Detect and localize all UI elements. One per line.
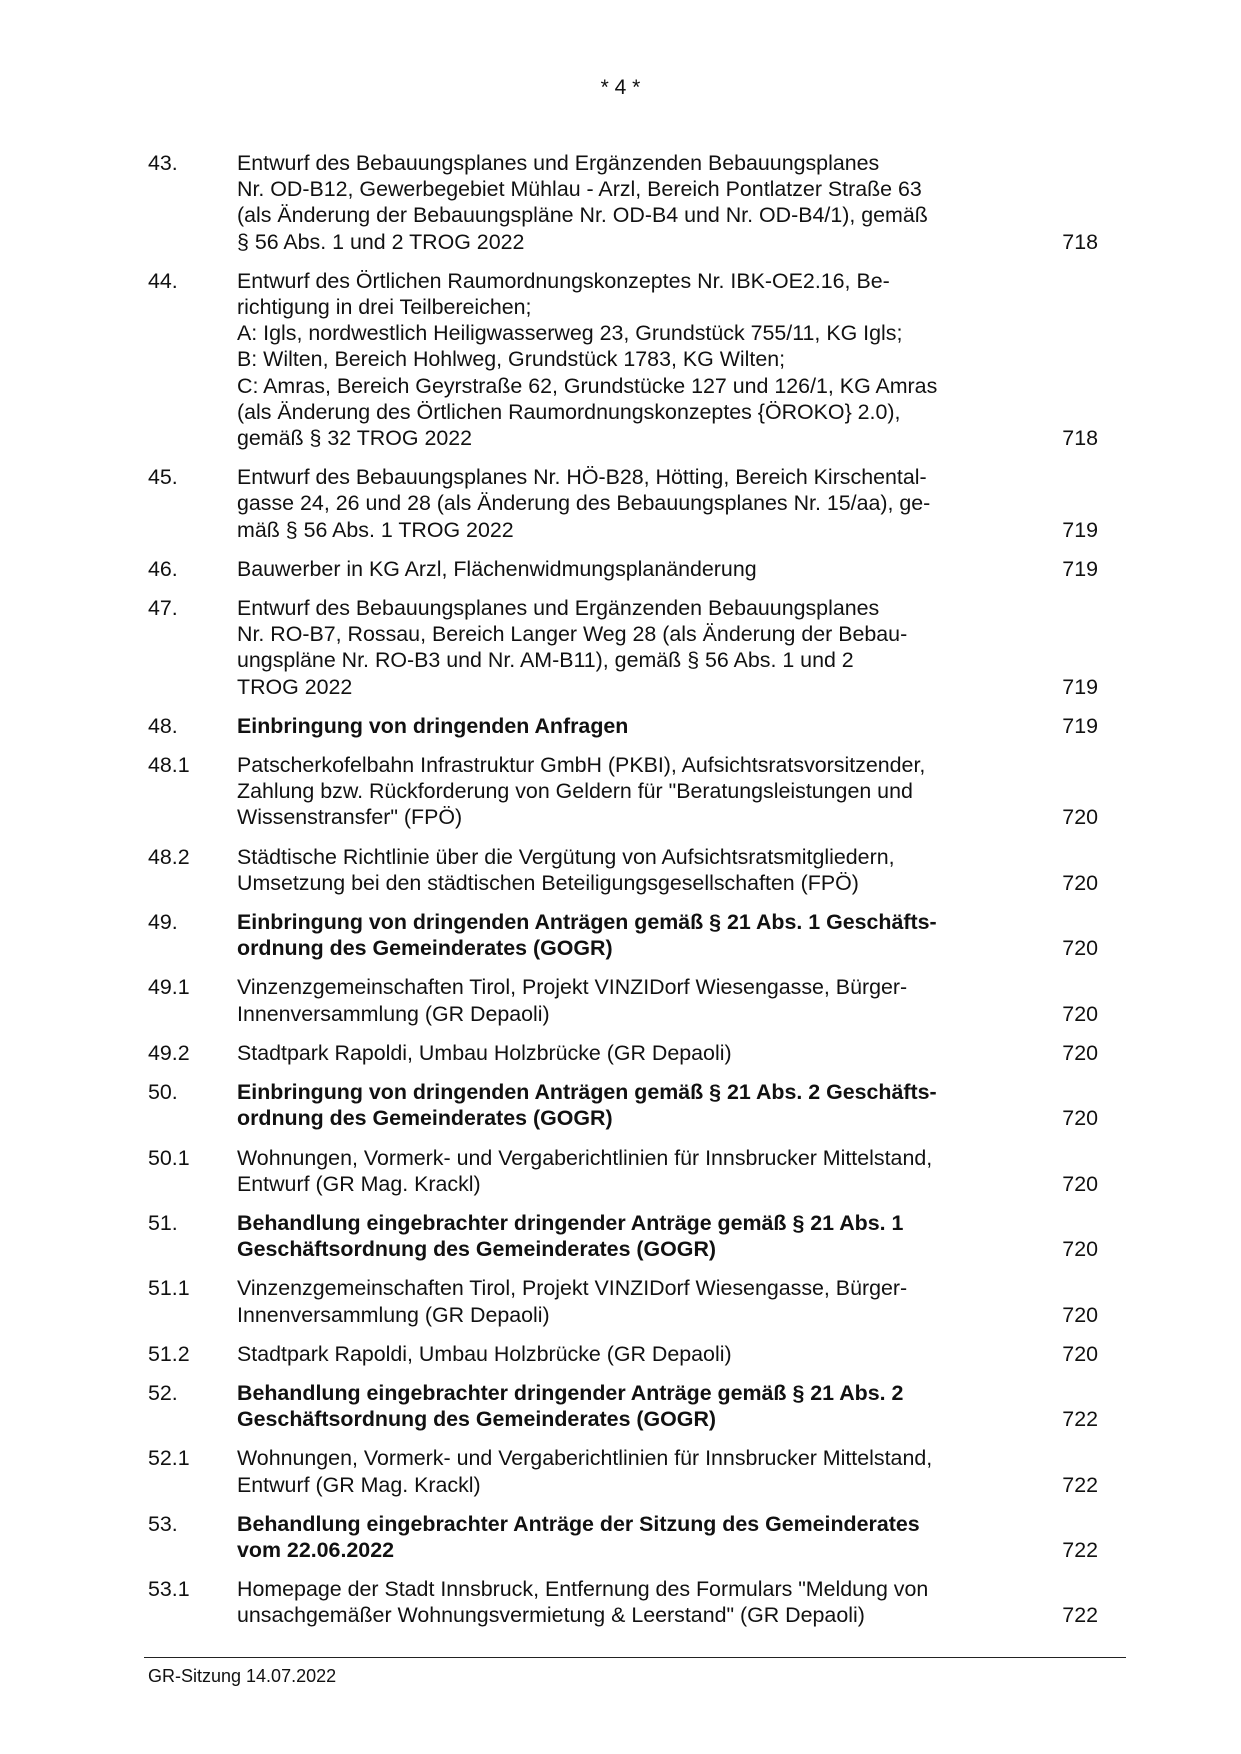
toc-entry-number: 48. [148,713,178,738]
toc-entry-title-line: Wohnungen, Vormerk- und Vergaberichtlinien für Innsbrucker Mittelstand, [237,1446,933,1471]
toc-entry-title [237,1275,1022,1327]
toc-entry-page: 720 [1062,936,1098,961]
toc-entry-title [237,1079,1022,1131]
toc-entry-page: 722 [1062,1603,1098,1628]
toc-entry-page: 719 [1062,556,1098,581]
toc-entry-number: 50. [148,1080,178,1105]
toc-entry-title [237,556,1022,582]
toc-entry-title-line: Wissenstransfer" (FPÖ) [237,805,463,830]
toc-entry-page: 720 [1062,805,1098,830]
toc-entry-title-line: mäß § 56 Abs. 1 TROG 2022 [237,517,514,542]
toc-entry-title-line: Entwurf des Örtlichen Raumordnungskonzeptes Nr. IBK-OE2.16, Be- [237,268,890,293]
toc-entry-title-line: (als Änderung der Bebauungspläne Nr. OD-B4 und Nr. OD-B4/1), gemäß [237,203,928,228]
toc-entry-title-line: § 56 Abs. 1 und 2 TROG 2022 [237,229,525,254]
toc-entry [148,1210,1098,1262]
toc-entry-title-line: Innenversammlung (GR Depaoli) [237,1001,550,1026]
toc-entry-number: 49.2 [148,1040,190,1065]
toc-entry-number: 49.1 [148,975,190,1000]
toc-entry [148,844,1098,896]
toc-entry-title [237,268,1022,451]
toc-entry-page: 722 [1062,1407,1098,1432]
toc-entry-title-line: (als Änderung des Örtlichen Raumordnungskonzeptes {ÖROKO} 2.0), [237,399,901,424]
toc-entry-title [237,1341,1022,1367]
toc-entry-title-line: Stadtpark Rapoldi, Umbau Holzbrücke (GR Depaoli) [237,1341,732,1366]
toc-entry-title-line: Behandlung eingebrachter Anträge der Sitzung des Gemeinderates [237,1511,920,1536]
toc-entry-title-line: C: Amras, Bereich Geyrstraße 62, Grundstücke 127 und 126/1, KG Amras [237,373,938,398]
table-of-contents [148,150,1098,1642]
toc-entry-title-line: Geschäftsordnung des Gemeinderates (GOGR) [237,1237,717,1262]
toc-entry-title-line: Geschäftsordnung des Gemeinderates (GOGR) [237,1407,717,1432]
toc-entry-number: 44. [148,268,178,293]
toc-entry-number: 47. [148,596,178,621]
toc-entry [148,464,1098,543]
toc-entry-title-line: Vinzenzgemeinschaften Tirol, Projekt VINZIDorf Wiesengasse, Bürger- [237,975,908,1000]
toc-entry-title [237,464,1022,543]
toc-entry [148,1145,1098,1197]
toc-entry-title-line: unsachgemäßer Wohnungsvermietung & Leerstand" (GR Depaoli) [237,1603,865,1628]
toc-entry-title [237,1380,1022,1432]
toc-entry-title-line: vom 22.06.2022 [237,1537,394,1562]
toc-entry-title [237,150,1022,255]
toc-entry-title [237,1576,1022,1628]
toc-entry-number: 53.1 [148,1577,190,1602]
toc-entry-number: 52.1 [148,1446,190,1471]
toc-entry [148,1445,1098,1497]
toc-entry-title [237,752,1022,831]
toc-entry-title [237,909,1022,961]
toc-entry [148,1380,1098,1432]
toc-entry-title [237,1445,1022,1497]
toc-entry-page: 720 [1062,1341,1098,1366]
toc-entry-title [237,713,1022,739]
toc-entry-title [237,844,1022,896]
toc-entry-number: 43. [148,151,178,175]
toc-entry-title-line: Einbringung von dringenden Anträgen gemäß § 21 Abs. 1 Geschäfts- [237,910,937,935]
toc-entry-title-line: Stadtpark Rapoldi, Umbau Holzbrücke (GR Depaoli) [237,1040,732,1065]
toc-entry-page: 719 [1062,713,1098,738]
toc-entry-title-line: ordnung des Gemeinderates (GOGR) [237,936,613,961]
toc-entry-title [237,1511,1022,1563]
toc-entry-page: 720 [1062,870,1098,895]
toc-entry-title-line: Behandlung eingebrachter dringender Anträge gemäß § 21 Abs. 2 [237,1380,904,1405]
toc-entry-title-line: Nr. RO-B7, Rossau, Bereich Langer Weg 28 (als Änderung der Bebau- [237,622,908,647]
toc-entry [148,713,1098,739]
toc-entry-page: 720 [1062,1001,1098,1026]
toc-entry [148,1576,1098,1628]
toc-entry-title-line: ungspläne Nr. RO-B3 und Nr. AM-B11), gemäß § 56 Abs. 1 und 2 [237,648,854,673]
toc-entry-title-line: Patscherkofelbahn Infrastruktur GmbH (PKBI), Aufsichtsratsvorsitzender, [237,753,926,778]
toc-entry [148,974,1098,1026]
toc-entry-page: 720 [1062,1237,1098,1262]
toc-entry-page: 720 [1062,1171,1098,1196]
toc-entry-title-line: richtigung in drei Teilbereichen; [237,295,532,320]
toc-entry [148,556,1098,582]
toc-entry [148,268,1098,451]
toc-entry-page: 718 [1062,229,1098,254]
toc-entry-title-line: Nr. OD-B12, Gewerbegebiet Mühlau - Arzl, Bereich Pontlatzer Straße 63 [237,177,922,202]
toc-entry-title-line: gemäß § 32 TROG 2022 [237,426,473,451]
toc-entry-title-line: Entwurf (GR Mag. Krackl) [237,1171,481,1196]
toc-entry-title [237,974,1022,1026]
toc-entry-title [237,1040,1022,1066]
toc-entry-title-line: gasse 24, 26 und 28 (als Änderung des Bebauungsplanes Nr. 15/aa), ge- [237,491,931,516]
toc-entry-number: 53. [148,1511,178,1536]
toc-entry [148,909,1098,961]
toc-entry-title-line: A: Igls, nordwestlich Heiligwasserweg 23, Grundstück 755/11, KG Igls; [237,321,903,346]
toc-entry-title-line: ordnung des Gemeinderates (GOGR) [237,1106,613,1131]
toc-entry-title [237,595,1022,700]
toc-entry-title [237,1145,1022,1197]
toc-entry-page: 720 [1062,1302,1098,1327]
toc-entry-title-line: Einbringung von dringenden Anträgen gemäß § 21 Abs. 2 Geschäfts- [237,1080,937,1105]
toc-entry-title-line: Bauwerber in KG Arzl, Flächenwidmungsplanänderung [237,556,757,581]
toc-entry-title-line: B: Wilten, Bereich Hohlweg, Grundstück 1783, KG Wilten; [237,347,786,372]
toc-entry-page: 720 [1062,1106,1098,1131]
toc-entry-number: 48.2 [148,844,190,869]
footer-session-date: GR-Sitzung 14.07.2022 [148,1666,337,1686]
toc-entry-number: 52. [148,1380,178,1405]
toc-entry-title-line: Wohnungen, Vormerk- und Vergaberichtlinien für Innsbrucker Mittelstand, [237,1145,933,1170]
toc-entry-number: 51.1 [148,1276,190,1301]
toc-entry-page: 718 [1062,426,1098,451]
toc-entry-number: 50.1 [148,1145,190,1170]
toc-entry [148,595,1098,700]
footer-divider [144,1657,1126,1658]
toc-entry [148,1079,1098,1131]
toc-entry-page: 719 [1062,674,1098,699]
toc-entry-number: 46. [148,556,178,581]
toc-entry-title-line: Homepage der Stadt Innsbruck, Entfernung des Formulars "Meldung von [237,1577,929,1602]
toc-entry [148,150,1098,255]
toc-entry-title-line: Innenversammlung (GR Depaoli) [237,1302,550,1327]
toc-entry-title-line: Behandlung eingebrachter dringender Anträge gemäß § 21 Abs. 1 [237,1210,904,1235]
toc-entry-title-line: Zahlung bzw. Rückforderung von Geldern für "Beratungsleistungen und [237,779,913,804]
toc-entry [148,1511,1098,1563]
toc-entry-title-line: Vinzenzgemeinschaften Tirol, Projekt VINZIDorf Wiesengasse, Bürger- [237,1276,908,1301]
toc-entry-title-line: Entwurf des Bebauungsplanes Nr. HÖ-B28, Hötting, Bereich Kirschental- [237,465,927,490]
toc-entry-title-line: Entwurf des Bebauungsplanes und Ergänzenden Bebauungsplanes [237,596,880,621]
toc-entry-page: 719 [1062,517,1098,542]
toc-entry [148,752,1098,831]
toc-entry-title-line: Entwurf (GR Mag. Krackl) [237,1472,481,1497]
page-number: * 4 * [600,76,641,99]
toc-entry-title-line: Entwurf des Bebauungsplanes und Ergänzenden Bebauungsplanes [237,151,880,175]
toc-entry [148,1341,1098,1367]
toc-entry-title [237,1210,1022,1262]
toc-entry-title-line: Städtische Richtlinie über die Vergütung von Aufsichtsratsmitgliedern, [237,844,895,869]
toc-entry-number: 48.1 [148,753,190,778]
toc-entry-page: 722 [1062,1472,1098,1497]
toc-entry-page: 720 [1062,1040,1098,1065]
toc-entry-title-line: Einbringung von dringenden Anfragen [237,713,629,738]
toc-entry [148,1275,1098,1327]
toc-entry-page: 722 [1062,1537,1098,1562]
toc-entry-title-line: TROG 2022 [237,674,353,699]
toc-entry-number: 51. [148,1210,178,1235]
toc-entry [148,1040,1098,1066]
toc-entry-number: 49. [148,910,178,935]
toc-entry-title-line: Umsetzung bei den städtischen Beteiligungsgesellschaften (FPÖ) [237,870,859,895]
toc-entry-number: 51.2 [148,1341,190,1366]
toc-entry-number: 45. [148,465,178,490]
